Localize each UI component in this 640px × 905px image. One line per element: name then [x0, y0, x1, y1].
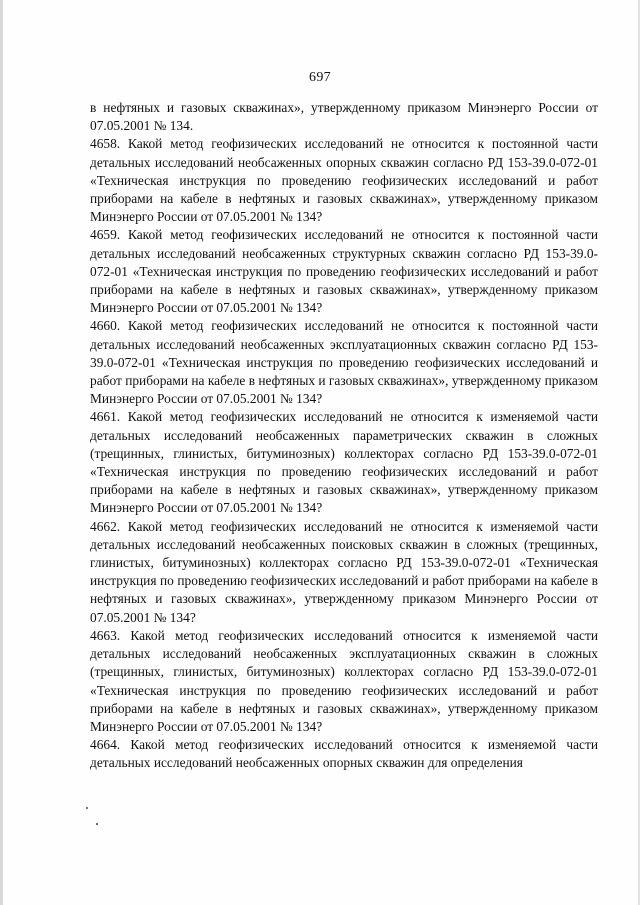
question-4660: 4660. Какой метод геофизических исследований не относится к постоянной части детальных исследований необсаженных эксплуатационных скважин согласно РД 153-39.0-072-01 «Техническая инструкция по проведению геофизических исследований и работ приборами на кабеле в нефтяных и газовых скважинах», утвержденному приказом Минэнерго России от 07.05.2001 № 134? [90, 318, 598, 407]
scan-speck [86, 807, 88, 809]
question-4663: 4663. Какой метод геофизических исследований относится к изменяемой части детальных исследований необсаженных эксплуатационных скважин в сложных (трещинных, глинистых, битуминозных) коллекторах согласно РД 153-39.0-072-01 «Техническая инструкция по проведению геофизических исследований и работ приборами на кабеле в нефтяных и газовых скважинах», утвержденному приказом Минэнерго России от 07.05.2001 № 134? [90, 627, 598, 734]
document-body [90, 99, 598, 773]
page-number: 697 [309, 70, 331, 85]
question-4658: 4658. Какой метод геофизических исследований не относится к постоянной части детальных исследований необсаженных опорных скважин согласно РД 153-39.0-072-01 «Техническая инструкция по проведению геофизических исследований и работ приборами на кабеле в нефтяных и газовых скважинах», утвержденному приказом Минэнерго России от 07.05.2001 № 134? [90, 136, 598, 225]
scan-edge-left [0, 0, 3, 905]
question-4664: 4664. Какой метод геофизических исследований относится к изменяемой части детальных исследований необсаженных опорных скважин для определения [90, 737, 598, 771]
scan-speck [96, 823, 98, 825]
paragraph-continuation: в нефтяных и газовых скважинах», утвержденному приказом Минэнерго России от 07.05.2001 № 134. [90, 100, 598, 134]
question-4661: 4661. Какой метод геофизических исследований не относится к изменяемой части детальных исследований необсаженных параметрических скважин в сложных (трещинных, глинистых, битуминозных) коллекторах согласно РД 153-39.0-072-01 «Техническая инструкция по проведению геофизических исследований и работ приборами на кабеле в нефтяных и газовых скважинах», утвержденному приказом Минэнерго России от 07.05.2001 № 134? [90, 409, 598, 516]
question-4659: 4659. Какой метод геофизических исследований не относится к постоянной части детальных исследований необсаженных структурных скважин согласно РД 153-39.0-072-01 «Техническая инструкция по проведению геофизических исследований и работ приборами на кабеле в нефтяных и газовых скважинах», утвержденному приказом Минэнерго России от 07.05.2001 № 134? [90, 227, 598, 316]
question-4662: 4662. Какой метод геофизических исследований не относится к изменяемой части детальных исследований необсаженных поисковых скважин в сложных (трещинных, глинистых, битуминозных) коллекторах согласно РД 153-39.0-072-01 «Техническая инструкция по проведению геофизических исследований и работ приборами на кабеле в нефтяных и газовых скважинах», утвержденному приказом Минэнерго России от 07.05.2001 № 134? [90, 518, 598, 625]
